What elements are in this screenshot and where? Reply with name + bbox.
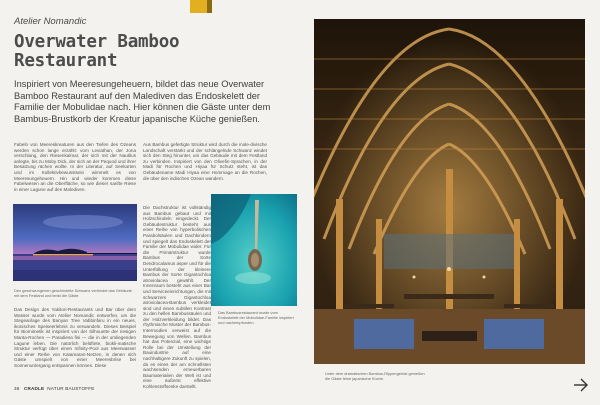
section-name: NATUR BAUSTOFFE [47,386,95,391]
body-column-2: Aus Bambus gefertigte Struktur wird durch die mole-divische Landschaft verstärkt und der schlängelnde Schwanz windet sich den Steg hinunter, um das Gebäude mit dem Festland zu verbinden. Inspiriert von den Olivefin-Sprachen, in der Madi für Rochen und Hiyaa für Schutz steht, ist das Gebäudename Madi Hiyaa eine Hommage an die Rochen, die über den indischen Ozean wandern. [143,142,267,181]
article-lead: Inspiriert von Meeresungeheuern, bildet das neue Overwater Bamboo Restaurant auf den Malediven das Endoskelett der Familie der Mobulidae nach. Hier können die Gäste unter dem Bambus-Brustkorb der Kreatur japanische Küche genießen. [14,79,271,124]
next-page-arrow-icon[interactable] [573,378,589,392]
page-folio [14,386,95,391]
body-column-narrow: Die Dachstruktur ist vollständig aus Bambus gebaut und mit Holzschindeln eingedeckt. Der Gebäudestruktur besteht aus einer Reihe von hyperbolischen Parabolsäulen und Dachbindern und spiegelt das Endoskelett der Familie der Mobulidae wider. Für die Primärstruktur wurde Bambus der Sorte Dendrocalamus asper und für die Unterfüllung der kleinere Bambus der Sorte Gigantochloa atroviolacea gewählt. Der Innenraum besteht aus einer Bar und Serviceeinrichtungen, die mit schwarzem Gigantochloa atroviolacea-Bambus verkleidet sind und einen subtilen Kontrast zu den hellen Bambussäulen und der Holzverkleidung bildet. Das rhythmische Muster der Bambus-Intermodien verweist auf die Bewegung von Wellen. Bambus hat das Potenzial, eine wichtige Rolle bei der Umstellung der Bauindustrie auf eine nachhaltigere Zukunft zu spielen, da es eines der am schnellsten wachsenden erneuerbaren Baumaterialien der Welt ist und eine äußerst effektive Kohlenstoffsenke darstellt. [143,205,211,389]
article-headline: Overwater Bamboo Restaurant [14,32,180,71]
bamboo-interior-photo [314,19,585,364]
body-column-3: Das Design des Yakitori-Restaurants und Bar über dem Wasser wurde vom Atelier Nomandic entworfen, um die Stegeanlage des Banyan Tree Vabbinfaru in ein neues, ikonisches Speiseerlebnis zu verwandeln. Dieses Beispiel für Biomimetik ist inspiriert von der Silhouette der riesigen Manta-Rochen — Paradiesa fisi — die in der umliegenden Lagune leben. Die natürlich belüftete, biokli-matische Struktur verfügt über einen Infinity-Pool aus Meerwasser und einer Reihe von Katamaran-Netzen, in denen sich Gäste umspielt von einer Meeresbrise bei Sonnenuntergang entspannen können. Diese [14,307,136,368]
body-column-1: Fabeln von Meereskreaturen aus den Tiefen des Ozeans werden schon lange erzählt: vom Leviathan, der Jona verschlang, den Riesenkalmar, der sich mit der Nautilus anlegte, bis zu Moby Dick, der sich an der Pequod und ihrer Besatzung rächen wollte. In der Literatur, auf Seekarten und im Kollektivbewusstsein wimmelt es von Meeresungeheuern. Hin und wieder kommen diese Fabelwesen an die Oberfläche, so wie dieser sanfte Riese in einer Lagune auf den Malediven. [14,142,136,192]
section-tab-marker-shade [207,0,212,13]
magazine-name: CRADLE [23,386,45,391]
aerial-photo [211,194,297,306]
photo-caption-3: Unter dem dramatischen Bambus-Rippengerüst genießen die Gäste feine japanische Küche. [325,371,425,381]
photo-caption-2: Das Bambusrestaurant wurde vom Endoskelett der Mobulidae-Familie inspiriert und nachempfunden. [218,310,294,325]
photo-caption-1: Den geschwungenen geschindelte Schwanz verbindet das Gebäude mit dem Festland und lenkt die Gäste [14,288,132,298]
sunset-lagoon-photo [13,204,137,281]
article-kicker: Atelier Nomandic [14,16,87,27]
page-number: 36 [14,386,20,391]
